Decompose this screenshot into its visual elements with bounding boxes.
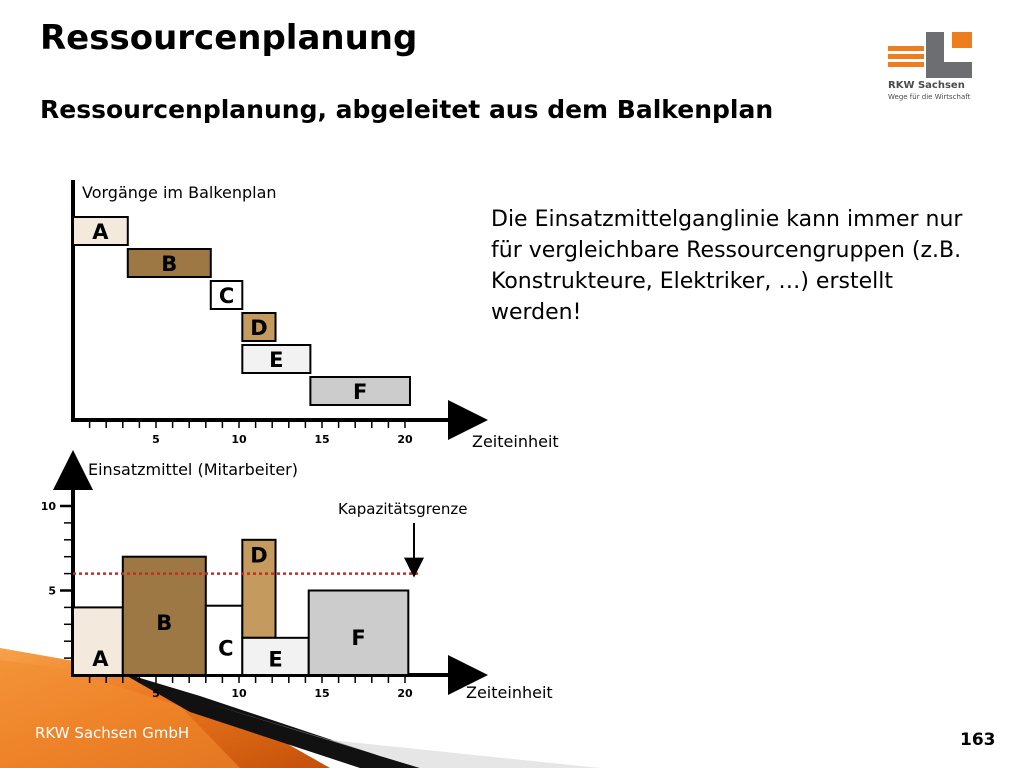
resource-x-tick-label: 20: [397, 687, 413, 700]
gantt-bar-label-e: E: [269, 348, 284, 372]
footer-company: RKW Sachsen GmbH: [35, 724, 190, 742]
gantt-tick-label: 20: [397, 433, 413, 446]
resource-block-label-c: C: [218, 636, 234, 661]
gantt-chart: [71, 180, 559, 451]
gantt-bar-label-f: F: [353, 380, 368, 404]
resource-y-ticks: [41, 500, 73, 658]
gantt-bars: [73, 217, 410, 405]
gantt-x-label: Zeiteinheit: [472, 432, 559, 451]
resource-y-label: Einsatzmittel (Mitarbeiter): [88, 460, 298, 479]
gantt-tick-label: 15: [314, 433, 330, 446]
resource-block-label-e: E: [268, 647, 283, 672]
resource-block-label-f: F: [351, 625, 366, 650]
capacity-label: Kapazitätsgrenze: [338, 500, 468, 518]
gantt-tick-labels: [152, 433, 413, 446]
logo-name: RKW Sachsen: [888, 80, 965, 91]
logo-tagline: Wege für die Wirtschaft: [888, 93, 971, 101]
gantt-bar-label-c: C: [218, 284, 235, 308]
slide-title: Ressourcenplanung: [40, 18, 418, 58]
gantt-tick-label: 10: [231, 433, 247, 446]
resource-x-ticks: [90, 675, 413, 700]
resource-block-label-d: D: [250, 543, 268, 568]
gantt-bar-label-d: D: [250, 316, 268, 340]
resource-block-label-b: B: [156, 610, 173, 635]
gantt-bar-label-a: A: [92, 220, 109, 244]
page-number: 163: [960, 730, 996, 750]
resource-blocks: [73, 540, 408, 675]
resource-x-tick-label: 5: [152, 687, 160, 700]
slide-subtitle: Ressourcenplanung, abgeleitet aus dem Balkenplan: [40, 95, 774, 124]
resource-x-tick-label: 15: [314, 687, 330, 700]
resource-y-tick-label: 5: [48, 584, 56, 598]
resource-chart: [41, 460, 553, 702]
resource-x-tick-label: 10: [231, 687, 247, 700]
gantt-bar-label-b: B: [161, 252, 178, 276]
gantt-y-label: Vorgänge im Balkenplan: [82, 183, 277, 202]
resource-x-label: Zeiteinheit: [466, 683, 553, 702]
resource-block-label-a: A: [92, 647, 109, 672]
resource-y-tick-label: 10: [40, 500, 56, 513]
gantt-tick-label: 5: [152, 433, 160, 446]
note-text: Die Einsatzmittelganglinie kann immer nur für vergleichbare Ressourcengruppen (z.B. Konstrukteure, Elektriker, …) erstellt werden!: [491, 207, 963, 325]
